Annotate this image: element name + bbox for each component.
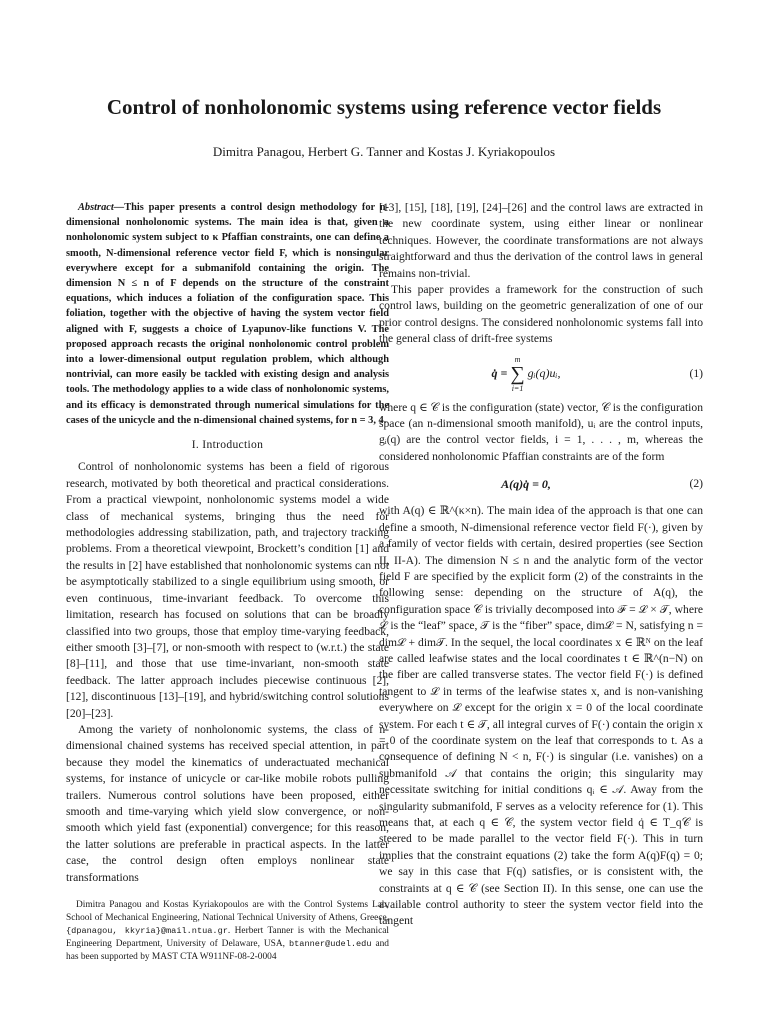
- right-paragraph-1: [13], [15], [18], [19], [24]–[26] and the control laws are extracted in the new coordinate system, using either linear or nonlinear techniques. However, the coordinate transformations are not always straightforward and thus the derivation of the control laws in general remains non-trivial.: [379, 201, 703, 280]
- equation-2-text: A(q)q̇ = 0,: [501, 477, 551, 492]
- footnote-part-2: . Herbert Tanner is with the Mechanical Engineering Department, University of Delaware, USA,: [66, 926, 390, 950]
- equation-1-number: (1): [689, 366, 703, 380]
- section-heading-introduction: I. Introduction: [191, 438, 264, 452]
- equation-2-number: (2): [689, 477, 703, 491]
- equation-1: [379, 352, 703, 396]
- intro-paragraph-1: Control of nonholonomic systems has been a field of rigorous research, motivated by both theoretical and practical considerations. From a practical viewpoint, nonholonomic systems model a wide class of mechanical systems, bringing thus the need for methodologies addressing stabilization, path, and trajectory tracking problems. From a theoretical viewpoint, Brockett’s condition [1] and the results in [2] have established that nonholonomic systems can not be asymptotically stabilized to a single equilibrium using smooth, or even continuous, time-invariant feedback. To overcome this limitation, research has focused on solutions that can be broadly classified into two groups, those that employ time-varying feedback, either smooth [3]–[7], or non-smooth with respect to (w.r.t.) the state [8]–[11], and those that use time-invariant, non-smooth state feedback. The latter approach includes piecewise continuous [2], [12], discontinuous [13]–[19], and hybrid/switching control solutions [20]–[23].: [66, 460, 389, 720]
- summation-symbol: [510, 355, 524, 393]
- intro-paragraph-2: Among the variety of nonholonomic systems, the class of n-dimensional chained systems has received special attention, in part because they model the kinematics of underactuated mechanical systems, for instance of unicycle or car-like mobile robots pulling trailers. Numerous control solutions have been proposed, either smooth and time-varying which yield slow convergence, or non-smooth which yield fast (exponential) convergence; for this reason, the latter solutions are preferable in practical aspects. In the latter case, the control design often employs nonlinear state transformations: [66, 722, 389, 884]
- author-list: Dimitra Panagou, Herbert G. Tanner and Kostas J. Kyriakopoulos: [212, 144, 556, 159]
- left-column: [66, 200, 389, 964]
- footnote-email-1: {dpanagou, kkyria}@mail.ntua.gr: [66, 926, 228, 937]
- abstract-label: Abstract—: [78, 202, 125, 213]
- right-column: [379, 200, 703, 930]
- equation-2-body: [379, 469, 673, 499]
- footnote-email-2: btanner@udel.edu: [288, 939, 372, 950]
- equation-1-body: [379, 352, 673, 396]
- right-paragraph-3: where q ∈ 𝒞 is the configuration (state) vector, 𝒞 is the configuration space (an n-dimensional smooth manifold), uᵢ are the control inputs, gᵢ(q) are the control vector fields, i = 1, . . . , m, whereas the considered nonholonomic Pfaffian constraints are of the form: [379, 400, 703, 463]
- paper-title: Control of nonholonomic systems using reference vector fields: [106, 95, 662, 119]
- right-paragraph-2: This paper provides a framework for the construction of such control laws, building on the geometric generalization of one of our prior control designs. The considered nonholonomic systems fall into the general class of drift-free systems: [379, 283, 703, 346]
- footnote-part-1: Dimitra Panagou and Kostas Kyriakopoulos are with the Control Systems Lab, School of Mechanical Engineering, National Technical University of Athens, Greece,: [66, 900, 389, 924]
- equation-1-rhs: gᵢ(q)uᵢ,: [527, 366, 561, 381]
- equation-2: [379, 469, 703, 499]
- equation-1-lhs: q̇ =: [491, 366, 508, 381]
- sigma-glyph: ∑: [510, 362, 525, 385]
- sum-lower-limit: i=1: [511, 383, 524, 393]
- abstract: [66, 200, 389, 428]
- footnote-part-3: and has been supported by MAST CTA W911NF-08-2-0004: [66, 939, 389, 963]
- author-footnote: [66, 899, 389, 964]
- footnote-text: [66, 899, 389, 964]
- sum-upper-limit: m: [514, 354, 521, 364]
- right-paragraph-4: with A(q) ∈ ℝ^(κ×n). The main idea of the approach is that one can define a smooth, N-dimensional reference vector field F(·), given by a family of vector fields with certain, desired properties (see Section II, II-A). The dimension N ≤ n and the analytic form of the vector field F are specified by the explicit form (2) of the constraints in the following sense: depending on the structure of A(q), the configuration space 𝒞 is trivially decomposed into ℱ = ℒ × 𝒯, where ℒ is the “leaf” space, 𝒯 is the “fiber” space, dimℒ = N, satisfying n = dimℒ + dim𝒯. In the sequel, the local coordinates x ∈ ℝᴺ on the leaf are called leafwise states and the local coordinates t ∈ ℝ^(n−N) on the fiber are called transverse states. The vector field F(·) is defined tangent to ℒ in terms of the leafwise states x, and is non-vanishing everywhere on ℒ except for the origin x = 0 of the local coordinate system. For each t ∈ 𝒯, all integral curves of F(·) contain the origin x = 0 of the coordinate system on the leaf that corresponds to t. As a consequence of defining N < n, F(·) is singular (i.e. vanishes) on a submanifold 𝒜 that contains the origin; this singularity may necessitate switching for initial conditions qᵢ ∈ 𝒜. Away from the singularity submanifold, F serves as a velocity reference for (1). This means that, at each q ∈ 𝒞, the system vector field q̇ ∈ T_q𝒞 is steered to be made parallel to the vector field F(·). This in turn implies that the constraint equations (2) take the form A(q)F(q) = 0; we say in this case that F(q) satisfies, or is consistent with, the constraints at q ∈ 𝒞 (see Section II). In this sense, one can use the available control authority to steer the system vector field into the tangent: [379, 504, 703, 928]
- abstract-text: This paper presents a control design methodology for n-dimensional nonholonomic systems. The main idea is that, given a nonholonomic system subject to κ Pfaffian constraints, one can define a smooth, N-dimensional reference vector field F, which is nonsingular everywhere except for a submanifold containing the origin. The dimension N ≤ n of F depends on the structure of the constraint equations, which induces a foliation of the configuration space. This foliation, together with the objective of having the system vector field aligned with F, suggests a choice of Lyapunov-like functions V. The proposed approach recasts the original nonholonomic control problem into a lower-dimensional output regulation problem, which although nontrivial, can more easily be tackled with existing design and analysis tools. The methodology applies to a wide class of nonholonomic systems, and its efficacy is demonstrated through numerical simulations for the cases of the unicycle and the n-dimensional chained systems, for n = 3, 4.: [66, 202, 389, 426]
